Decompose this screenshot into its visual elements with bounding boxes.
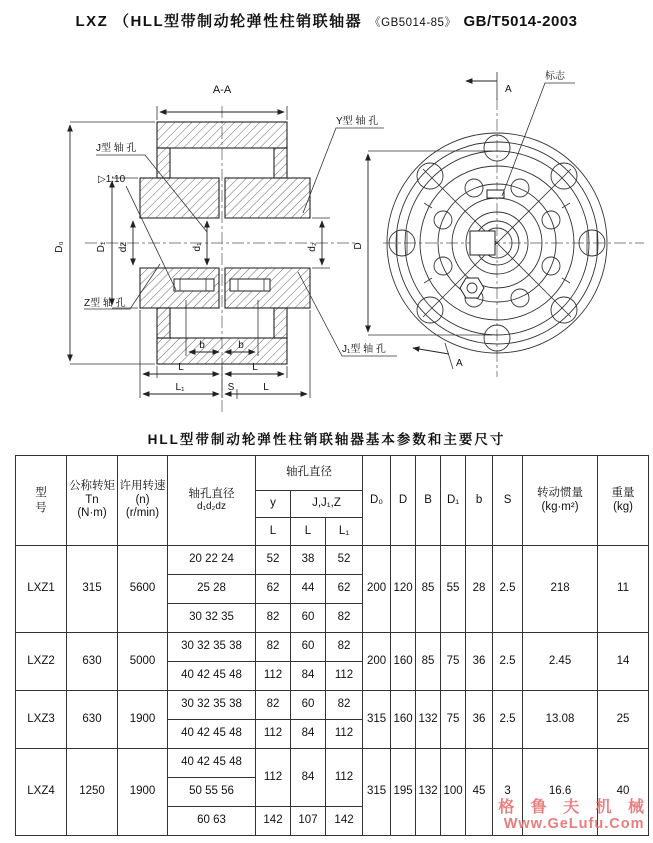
th-d0: D₀ [363,456,391,546]
cell-speed: 1900 [118,691,168,749]
cell-model: LXZ1 [16,546,67,633]
table-title: HLL型带制动轮弹性柱销联轴器基本参数和主要尺寸 [147,432,506,447]
table-header-row [16,456,649,491]
cell-ly: 112 [256,720,291,749]
cell-bore: 20 22 24 [168,546,256,575]
cell-d0: 200 [363,633,391,691]
cell-lj: 60 [291,691,326,720]
cell-torque: 315 [67,546,118,633]
dim-label-s: S [227,382,235,393]
cell-model: LXZ3 [16,691,67,749]
dim-label-l-left: L [178,362,184,373]
cell-ly: 142 [256,807,291,836]
cell-torque: 1250 [67,749,118,836]
cell-bore: 40 42 45 48 [168,720,256,749]
cell-speed: 5600 [118,546,168,633]
parameters-table [15,455,649,836]
cell-l1: 112 [326,749,363,807]
cell-lj: 84 [291,662,326,691]
cell-s: 2.5 [493,546,523,633]
watermark-site: Www.GeLufu.Com [503,816,645,833]
title-standard-new: GB/T5014-2003 [463,13,578,30]
cell-torque: 630 [67,691,118,749]
cell-lj: 60 [291,604,326,633]
label-j-bore: J型 轴 孔 [96,143,137,154]
cell-ly: 82 [256,604,291,633]
cell-d1: 75 [441,633,466,691]
watermark-brand: 格 鲁 夫 机 械 [498,799,650,816]
watermark [498,799,650,833]
cell-b: 45 [466,749,493,836]
cell-l1: 142 [326,807,363,836]
th-y: y [256,491,291,518]
dim-label-l-bottom: L [263,382,269,393]
th-torque: 公称转矩 Tn (N·m) [67,456,118,546]
cell-weight: 11 [598,546,649,633]
cell-speed: 1900 [118,749,168,836]
th-jjz: J,J₁,Z [291,491,363,518]
cell-model: LXZ2 [16,633,67,691]
th-d1: D₁ [441,456,466,546]
cell-d1: 75 [441,691,466,749]
title-main: LXZ （HLL型带制动轮弹性柱销联轴器 [75,13,363,30]
cell-d1: 100 [441,749,466,836]
section-view [54,84,492,412]
cell-inertia: 16.6 [523,749,598,836]
cell-torque: 630 [67,633,118,691]
coupling-technical-drawing [0,55,653,425]
th-b-cap: B [416,456,441,546]
title-standard-old: 《GB5014-85》 [369,17,457,29]
cell-b-cap: 132 [416,749,441,836]
cell-bore: 30 32 35 38 [168,633,256,662]
label-taper: ▷1:10 [98,174,126,185]
th-inertia: 转动惯量 (kg·m²) [523,456,598,546]
cell-bore: 30 32 35 [168,604,256,633]
dim-label-d1-cap: D₁ [96,241,107,253]
cell-inertia: 2.45 [523,633,598,691]
label-section-a-top: A [505,84,512,95]
cell-d0: 315 [363,691,391,749]
cell-lj: 38 [291,546,326,575]
th-model: 型号 [16,456,67,546]
cell-l1: 112 [326,662,363,691]
cell-l1: 112 [326,720,363,749]
cell-s: 2.5 [493,691,523,749]
cell-b: 36 [466,633,493,691]
cell-inertia: 218 [523,546,598,633]
cell-bore: 30 32 35 38 [168,691,256,720]
dim-label-l-right: L [252,362,258,373]
cell-b-cap: 85 [416,546,441,633]
dim-label-b-left: b [199,340,205,351]
cell-bore: 40 42 45 48 [168,749,256,778]
table-row [16,749,649,778]
cell-weight: 14 [598,633,649,691]
label-j1-bore: J₁型 轴 孔 [342,344,386,355]
cell-s: 2.5 [493,633,523,691]
cell-d1: 55 [441,546,466,633]
dim-label-d0: D₀ [54,241,65,253]
table-row [16,633,649,662]
cell-ly: 112 [256,662,291,691]
label-section-a-bottom: A [456,358,463,369]
cell-l1: 62 [326,575,363,604]
section-label: A-A [212,84,232,96]
cell-b: 28 [466,546,493,633]
dim-label-b-right: b [238,340,244,351]
cell-weight: 40 [598,749,649,836]
th-speed: 许用转速 (n) (r/min) [118,456,168,546]
cell-bore: 60 63 [168,807,256,836]
cell-l1: 82 [326,604,363,633]
th-l-y: L [256,518,291,546]
cell-lj: 84 [291,720,326,749]
th-b: b [466,456,493,546]
cell-ly: 62 [256,575,291,604]
table-row [16,546,649,575]
cell-bore: 50 55 56 [168,778,256,807]
cell-s: 3 [493,749,523,836]
label-mark: 标志 [545,71,565,82]
dim-label-d-cap: D [353,242,364,250]
cell-weight: 25 [598,691,649,749]
cell-ly: 82 [256,691,291,720]
dim-label-d1: d₁ [192,242,203,252]
cell-ly: 52 [256,546,291,575]
th-bore-diameter: 轴孔直径 d₁d₂dz [168,456,256,546]
cell-lj: 60 [291,633,326,662]
label-y-bore: Y型 轴 孔 [336,116,379,127]
th-bore-group: 轴孔直径 [256,456,363,491]
cell-d: 160 [391,691,416,749]
cell-inertia: 13.08 [523,691,598,749]
cell-ly: 82 [256,633,291,662]
cell-l1: 52 [326,546,363,575]
cell-lj: 107 [291,807,326,836]
cell-d: 120 [391,546,416,633]
cell-l1: 82 [326,691,363,720]
page-title [0,10,653,31]
th-l-j: L [291,518,326,546]
dim-label-d2: d₂ [307,242,318,252]
cell-bore: 25 28 [168,575,256,604]
dim-label-l1: L₁ [175,382,185,393]
cell-b: 36 [466,691,493,749]
label-z-bore: Z型 轴 孔 [84,298,126,309]
th-weight: 重量 (kg) [598,456,649,546]
cell-bore: 40 42 45 48 [168,662,256,691]
table-row [16,691,649,720]
th-d: D [391,456,416,546]
cell-lj: 44 [291,575,326,604]
th-s: S [493,456,523,546]
th-l1: L₁ [326,518,363,546]
cell-d: 160 [391,633,416,691]
cell-d0: 200 [363,546,391,633]
cell-b-cap: 85 [416,633,441,691]
cell-l1: 82 [326,633,363,662]
cell-speed: 5000 [118,633,168,691]
cell-b-cap: 132 [416,691,441,749]
cell-lj: 84 [291,749,326,807]
cell-d: 195 [391,749,416,836]
front-view [383,69,644,377]
cell-model: LXZ4 [16,749,67,836]
cell-d0: 315 [363,749,391,836]
cell-ly: 112 [256,749,291,807]
dim-label-dz: dz [118,241,129,253]
